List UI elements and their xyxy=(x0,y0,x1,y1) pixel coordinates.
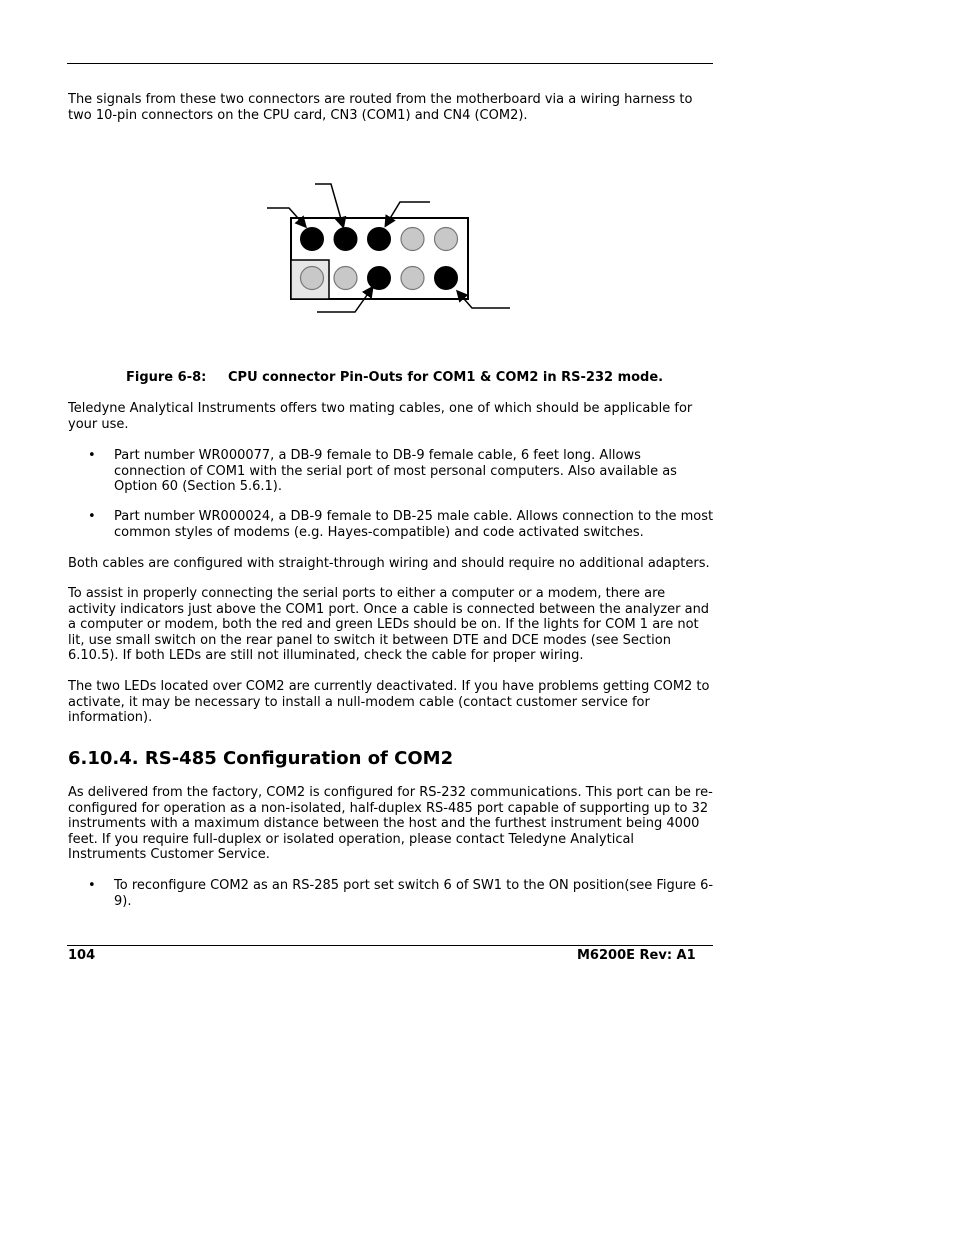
bullet-icon: • xyxy=(88,878,96,893)
cables-intro-paragraph: Teledyne Analytical Instruments offers two mating cables, one of which should be applicable for your use. xyxy=(68,401,693,432)
list-item xyxy=(68,509,713,541)
filled-pin xyxy=(301,228,324,251)
filled-pin xyxy=(368,228,391,251)
header-rule xyxy=(67,63,713,64)
list-item xyxy=(68,448,713,495)
bullet-icon: • xyxy=(88,448,96,463)
open-pin xyxy=(401,267,424,290)
rs485-paragraph: As delivered from the factory, COM2 is configured for RS-232 communications. This port can be re-configured for operation as a non-isolated, half-duplex RS-485 port capable of supporting up to 32 instruments with a maximum distance between the host and the furthest instrument being 4000 feet. If you require full-duplex or isolated operation, please contact Teledyne Analytical Instruments Customer Service. xyxy=(68,785,713,863)
intro-paragraph: The signals from these two connectors are routed from the motherboard via a wiring harness to two 10-pin connectors on the CPU card, CN3 (COM1) and CN4 (COM2). xyxy=(68,92,693,123)
open-pin xyxy=(334,267,357,290)
list-item xyxy=(68,878,713,910)
open-pin xyxy=(401,228,424,251)
activity-indicators-paragraph: To assist in properly connecting the serial ports to either a computer or a modem, there are activity indicators just above the COM1 port. Once a cable is connected between the analyzer and a computer or modem, both the red and green LEDs should be on. If the lights for COM 1 are not lit, use small switch on the rear panel to switch it between DTE and DCE modes (see Section 6.10.5). If both LEDs are still not illuminated, check the cable for proper wiring. xyxy=(68,586,710,664)
figure-caption-text: CPU connector Pin-Outs for COM1 & COM2 in RS-232 mode. xyxy=(228,370,664,385)
figure-label: Figure 6-8: xyxy=(126,370,207,385)
filled-pin xyxy=(435,267,458,290)
cable-bullet-text: Part number WR000077, a DB-9 female to DB-9 female cable, 6 feet long. Allows connection of COM1 with the serial port of most personal computers. Also available as Option 60 (Section 5.6.1). xyxy=(114,448,677,495)
rs485-bullet-text: To reconfigure COM2 as an RS-285 port set switch 6 of SW1 to the ON position(see Figure 6-9). xyxy=(114,878,714,909)
figure-caption xyxy=(126,370,663,385)
open-pin xyxy=(301,267,324,290)
cpu-connector-diagram xyxy=(255,170,525,320)
document-id: M6200E Rev: A1 xyxy=(577,948,696,963)
open-pin xyxy=(435,228,458,251)
cables-config-paragraph: Both cables are configured with straight-through wiring and should require no additional adapters. xyxy=(68,556,710,571)
section-heading: 6.10.4. RS-485 Configuration of COM2 xyxy=(68,748,454,769)
cable-bullet-text: Part number WR000024, a DB-9 female to DB-25 male cable. Allows connection to the most common styles of modems (e.g. Hayes-compatible) and code activated switches. xyxy=(114,509,714,540)
bullet-icon: • xyxy=(88,509,96,524)
com2-leds-paragraph: The two LEDs located over COM2 are currently deactivated. If you have problems getting COM2 to activate, it may be necessary to install a null-modem cable (contact customer service for information). xyxy=(68,679,710,726)
filled-pin xyxy=(334,228,357,251)
page-number: 104 xyxy=(68,948,96,963)
footer-rule xyxy=(67,945,713,946)
filled-pin xyxy=(368,267,391,290)
